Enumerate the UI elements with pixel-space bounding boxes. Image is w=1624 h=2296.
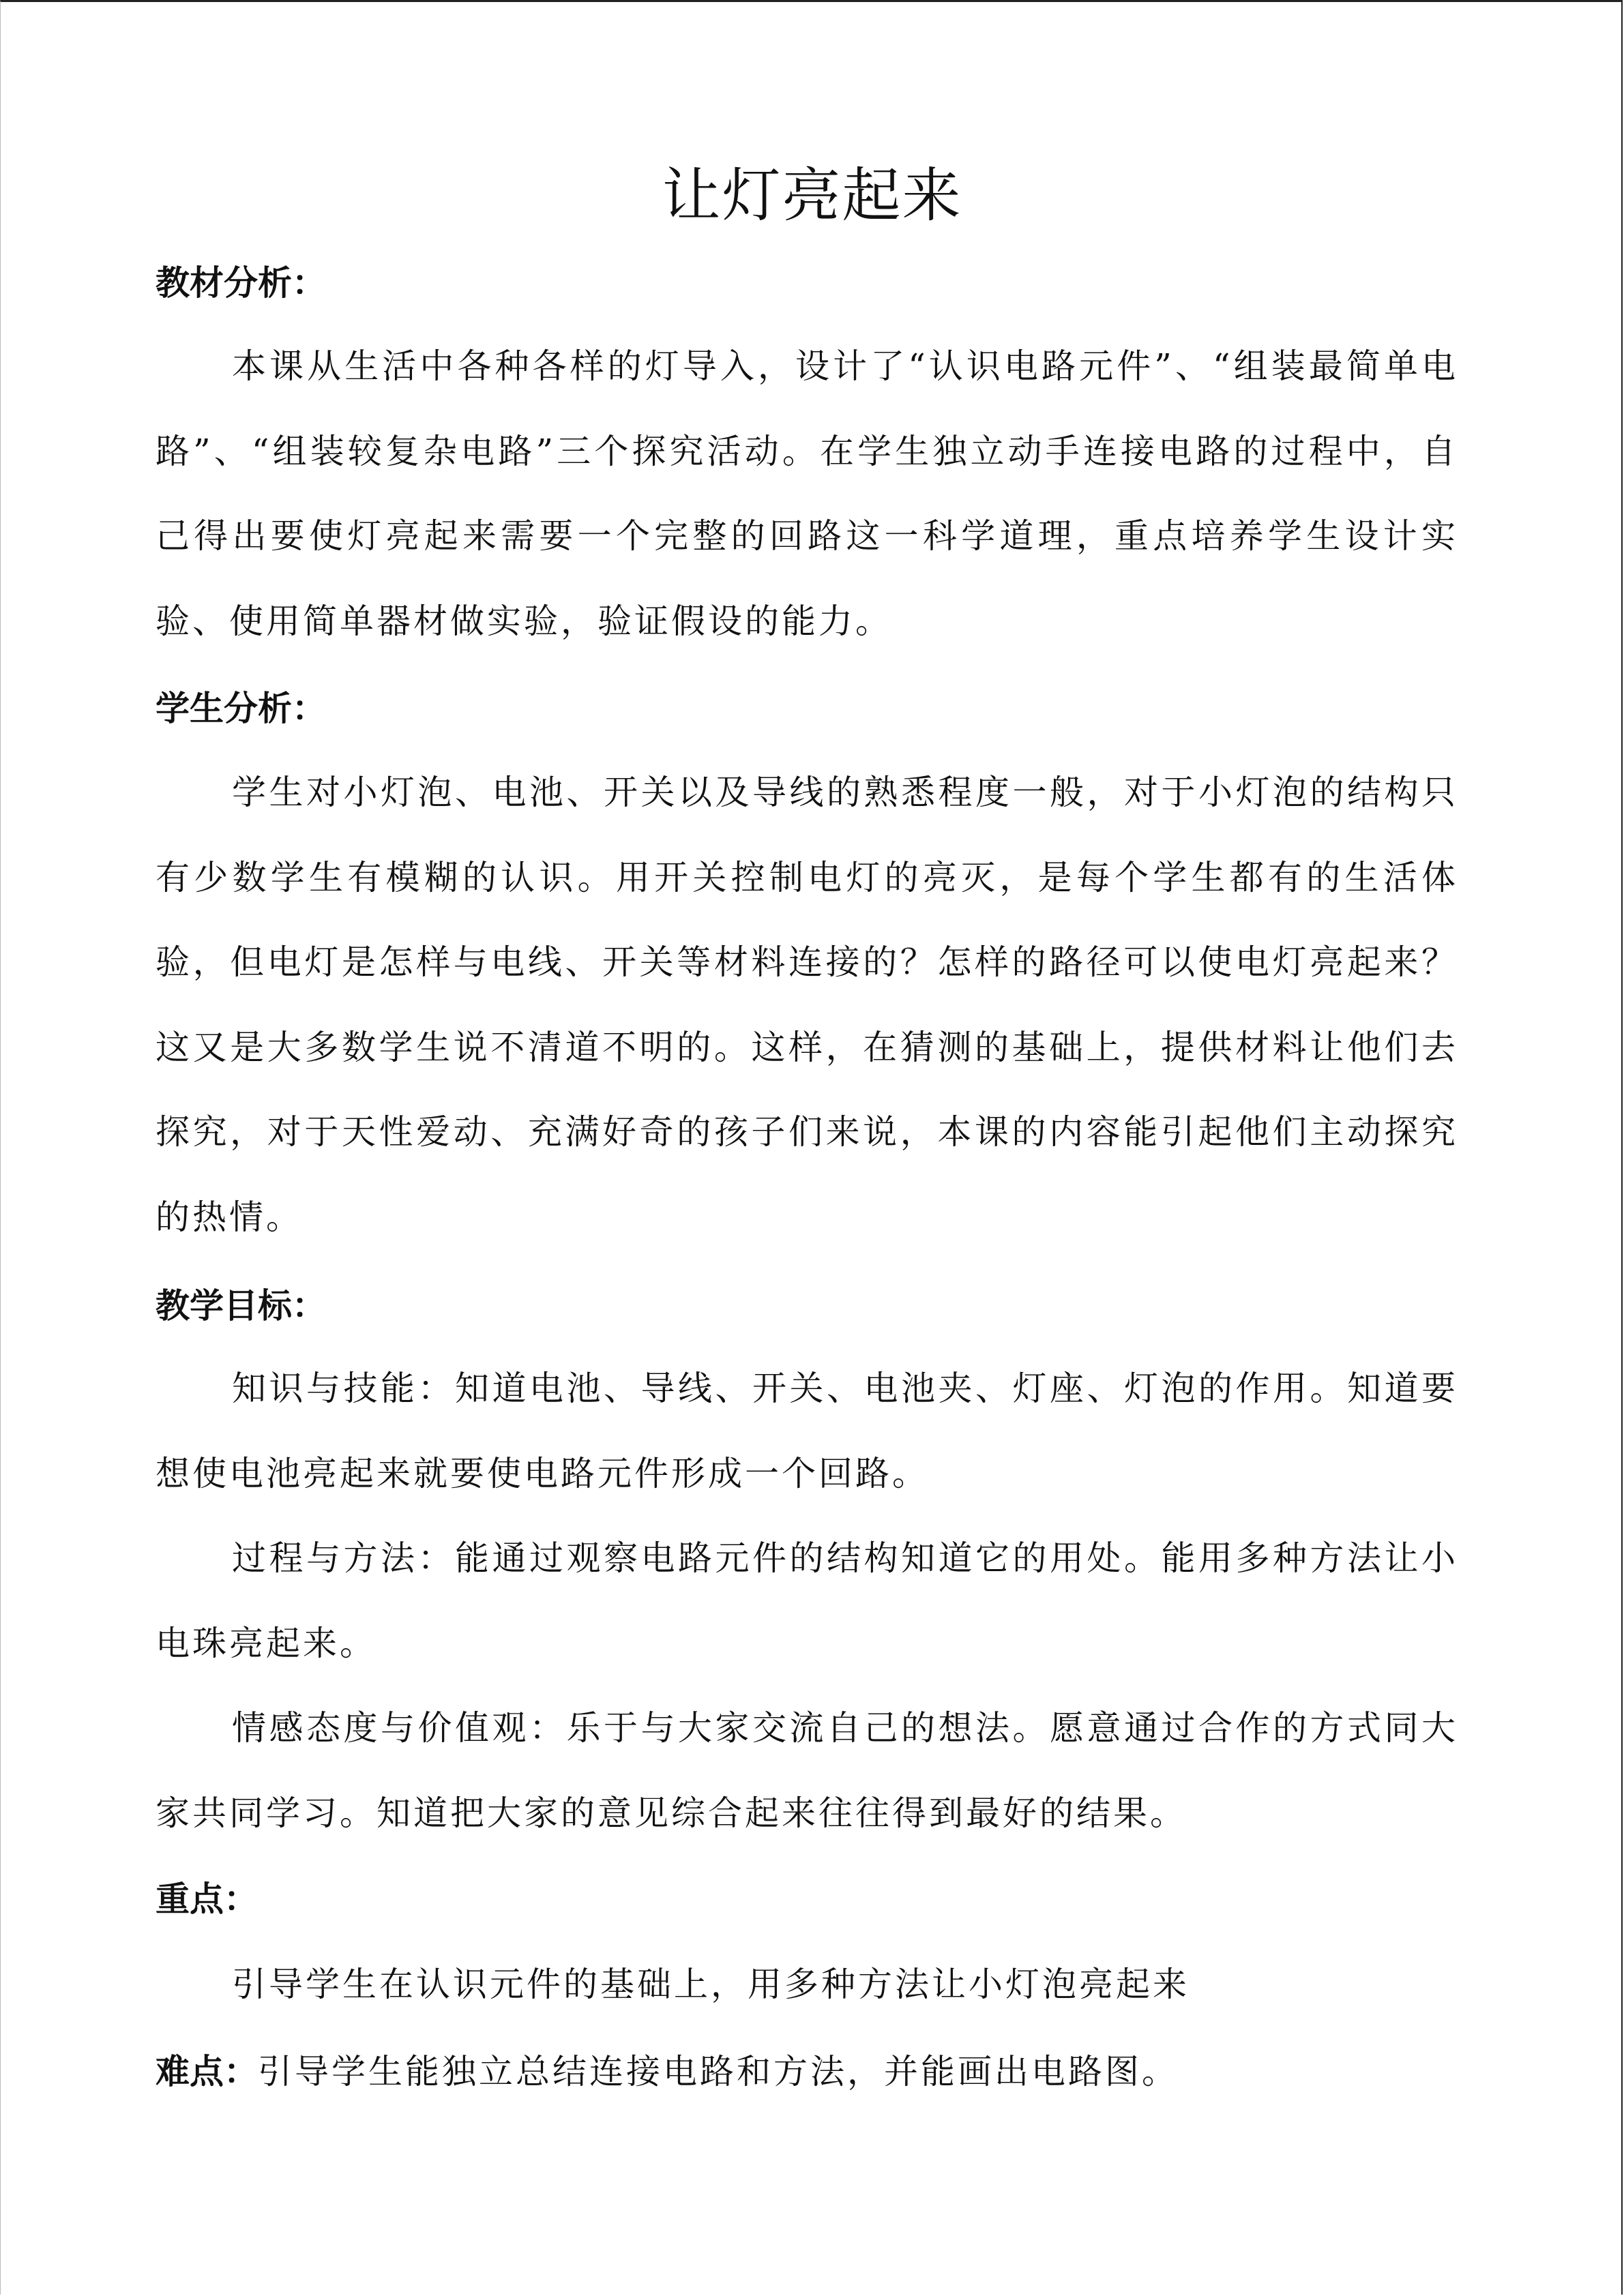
key-point-body: 引导学生在认识元件的基础上，用多种方法让小灯泡亮起来 — [232, 1965, 1190, 2004]
goal-knowledge-skills: 知识与技能：知道电池、导线、开关、电池夹、灯座、灯泡的作用。知道要想使电池亮起来就要使电路元件形成一个回路。 — [156, 1369, 1458, 1493]
student-analysis-body: 学生对小灯泡、电池、开关以及导线的熟悉程度一般，对于小灯泡的结构只有少数学生有模糊的认识。用开关控制电灯的亮灭，是每个学生都有的生活体验，但电灯是怎样与电线、开关等材料连接的？怎样的路径可以使电灯亮起来？这又是大多数学生说不清道不明的。这样，在猜测的基础上，提供材料让他们去探究，对于天性爱动、充满好奇的孩子们来说，本课的内容能引起他们主动探究的热情。 — [156, 773, 1458, 1237]
difficulty-line — [156, 2029, 1458, 2115]
goal-emotion-values: 情感态度与价值观：乐于与大家交流自己的想法。愿意通过合作的方式同大家共同学习。知道把大家的意见综合起来往往得到最好的结果。 — [156, 1708, 1458, 1833]
difficulty-heading: 难点： — [156, 2052, 258, 2091]
difficulty-body: 引导学生能独立总结连接电路和方法，并能画出电路图。 — [258, 2052, 1179, 2091]
material-analysis-heading: 教材分析： — [156, 263, 326, 303]
goal-process-methods: 过程与方法：能通过观察电路元件的结构知道它的用处。能用多种方法让小电珠亮起来。 — [156, 1538, 1458, 1663]
key-point-heading: 重点： — [156, 1879, 258, 1919]
teaching-goals-heading: 教学目标： — [156, 1286, 326, 1326]
student-analysis-heading: 学生分析： — [156, 689, 326, 728]
page-title: 让灯亮起来 — [662, 162, 962, 230]
material-analysis-body: 本课从生活中各种各样的灯导入，设计了“认识电路元件”、“组装最简单电路”、“组装较复杂电路”三个探究活动。在学生独立动手连接电路的过程中，自己得出要使灯亮起来需要一个完整的回路这一科学道理，重点培养学生设计实验、使用简单器材做实验，验证假设的能力。 — [156, 346, 1458, 641]
